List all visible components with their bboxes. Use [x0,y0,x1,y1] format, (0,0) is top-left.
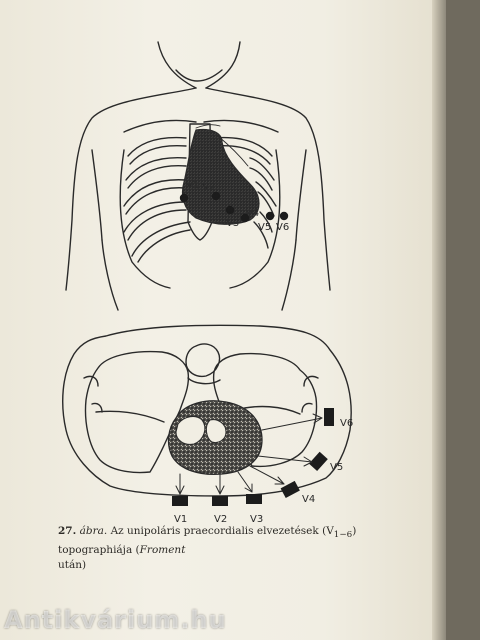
section-label-v3: V3 [250,514,264,525]
chest-label-v1: V1 [186,180,200,191]
section-label-v2: V2 [214,514,228,525]
section-label-v6: V6 [340,418,354,429]
section-label-v4: V4 [302,494,316,505]
chest-label-v4: V4 [246,208,260,219]
caption-author: Froment [139,544,186,557]
chest-label-v5: V5 [258,222,272,233]
chest-label-v3: V3 [226,218,240,229]
caption-number: 27. [58,525,77,537]
caption-word: ábra. [79,525,108,537]
section-label-v1: V1 [174,514,188,525]
watermark: Antikvárium.hu [4,606,227,634]
caption-text-before: Az unipoláris praecordialis elvezetések (V [110,525,334,537]
chest-label-v2: V2 [202,182,216,193]
section-label-v5: V5 [330,462,344,473]
chest-label-v6: V6 [276,222,290,233]
caption-text-after: ) topographiája ( [58,525,357,557]
caption-subscript: 1−6 [333,530,353,541]
figure-caption [58,524,428,573]
ribs-left [120,138,190,288]
caption-text-end: után) [58,559,87,572]
